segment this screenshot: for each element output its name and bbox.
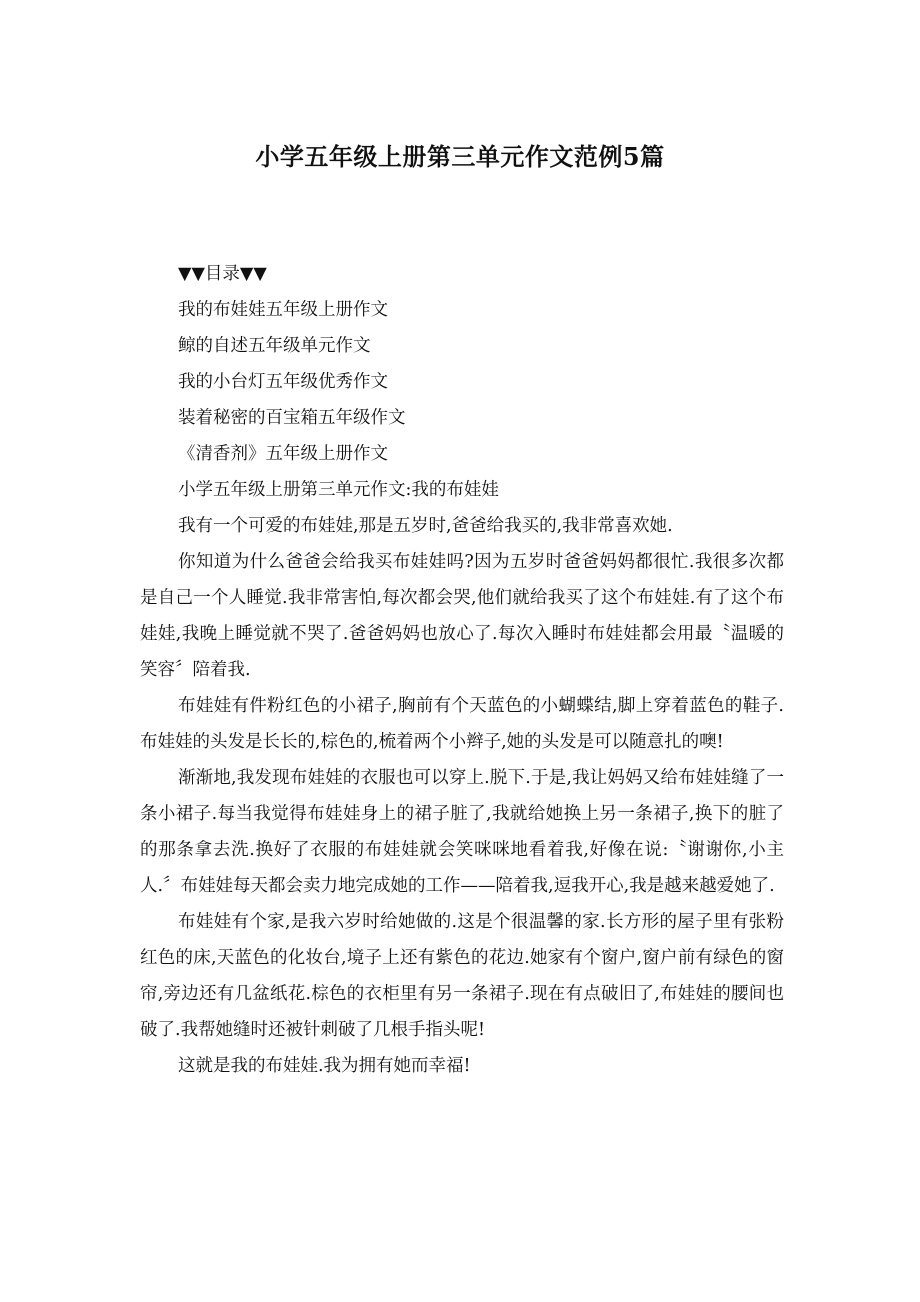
document-body [140, 256, 784, 1084]
document-title: 小学五年级上册第三单元作文范例5篇 [255, 142, 665, 171]
body-paragraph: 布娃娃有件粉红色的小裙子,胸前有个天蓝色的小蝴蝶结,脚上穿着蓝色的鞋子.布娃娃的头发是长长的,棕色的,梳着两个小辫子,她的头发是可以随意扎的噢! [140, 696, 784, 752]
toc-item: 装着秘密的百宝箱五年级作文 [178, 408, 406, 428]
body-paragraph: 我有一个可爱的布娃娃,那是五岁时,爸爸给我买的,我非常喜欢她. [178, 516, 673, 536]
toc-item: 我的小台灯五年级优秀作文 [178, 372, 388, 392]
toc-item: 我的布娃娃五年级上册作文 [178, 300, 388, 320]
toc-heading: ▼▼目录▼▼ [178, 264, 267, 284]
body-paragraph: 你知道为什么爸爸会给我买布娃娃吗?因为五岁时爸爸妈妈都很忙.我很多次都是自己一个人睡觉.我非常害怕,每次都会哭,他们就给我买了这个布娃娃.有了这个布娃娃,我晚上睡觉就不哭了.爸爸妈妈也放心了.每次入睡时布娃娃都会用最〝温暖的笑容〞陪着我. [140, 552, 784, 680]
body-paragraph: 渐渐地,我发现布娃娃的衣服也可以穿上.脱下.于是,我让妈妈又给布娃娃缝了一条小裙子.每当我觉得布娃娃身上的裙子脏了,我就给她换上另一条裙子,换下的脏了的那条拿去洗.换好了衣服的布娃娃就会笑咪咪地看着我,好像在说:〝谢谢你,小主人.〞布娃娃每天都会卖力地完成她的工作——陪着我,逗我开心,我是越来越爱她了. [140, 768, 784, 896]
body-paragraph: 布娃娃有个家,是我六岁时给她做的.这是个很温馨的家.长方形的屋子里有张粉红色的床,天蓝色的化妆台,境子上还有紫色的花边.她家有个窗户,窗户前有绿色的窗帘,旁边还有几盆纸花.棕色的衣柜里有另一条裙子.现在有点破旧了,布娃娃的腰间也破了.我帮她缝时还被针刺破了几根手指头呢! [140, 912, 784, 1040]
toc-item: 《清香剂》五年级上册作文 [178, 444, 388, 464]
section-heading: 小学五年级上册第三单元作文:我的布娃娃 [178, 480, 499, 500]
body-paragraph: 这就是我的布娃娃.我为拥有她而幸福! [178, 1056, 471, 1076]
toc-item: 鲸的自述五年级单元作文 [178, 336, 371, 356]
